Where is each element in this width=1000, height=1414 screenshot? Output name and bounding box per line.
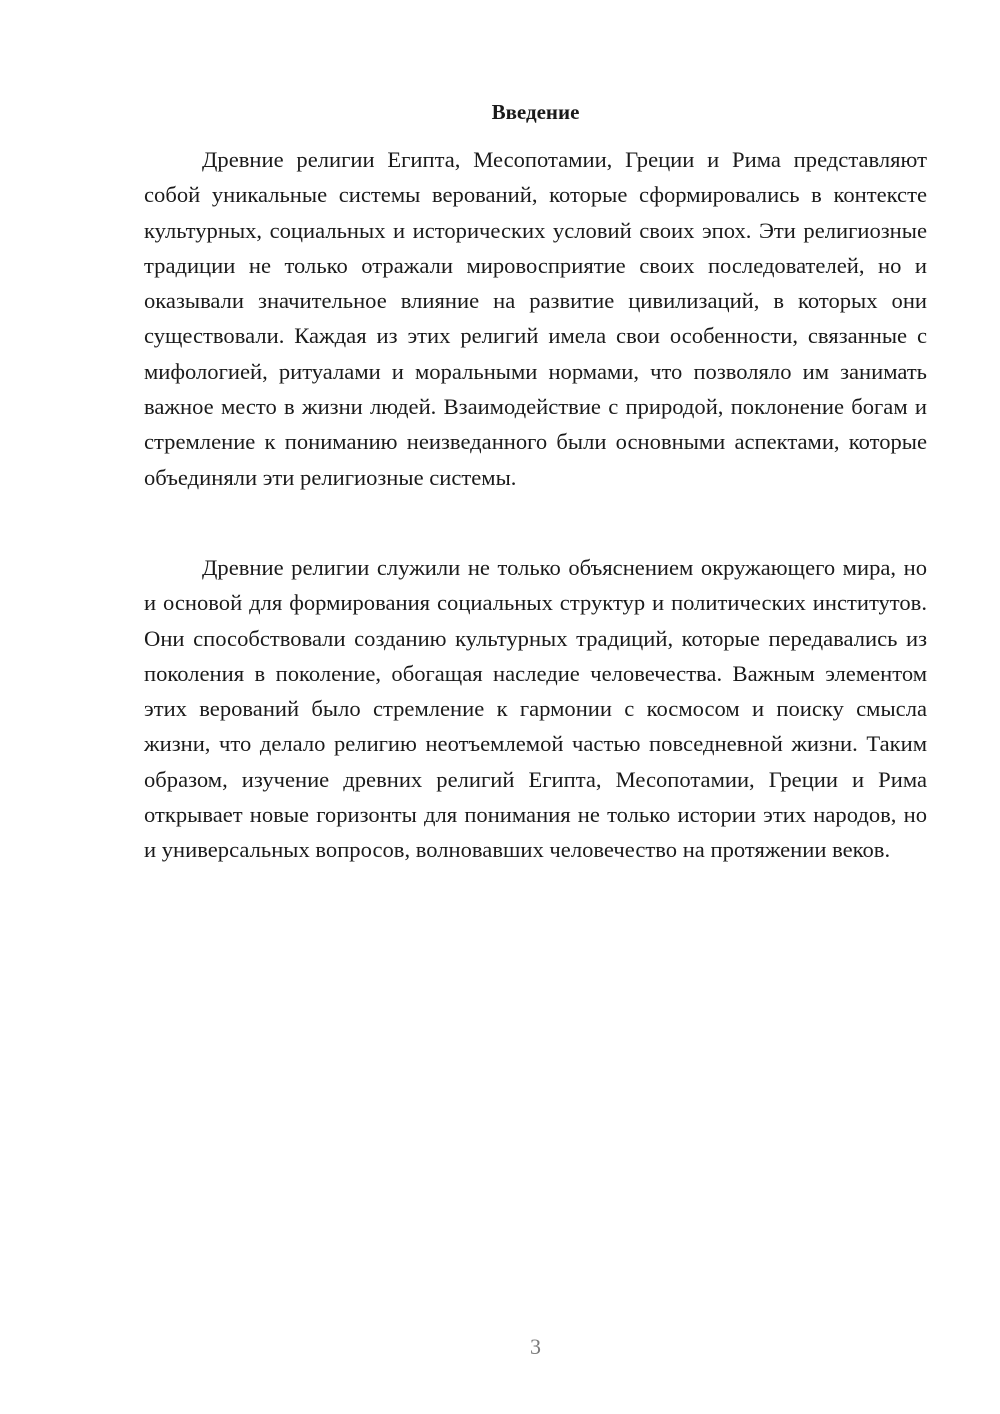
document-page (144, 0, 927, 1414)
page-number: 3 (530, 1334, 541, 1359)
section-title: Введение (491, 100, 580, 124)
paragraph-2: Древние религии служили не только объяснением окружающего мира, но и основой для формирования социальных структур и политических институтов. Они способствовали созданию культурных традиций, которые передавались из поколения в поколение, обогащая наследие человечества. Важным элементом этих верований было стремление к гармонии с космосом и поиску смысла жизни, что делало религию неотъемлемой частью повседневной жизни. Таким образом, изучение древних религий Египта, Месопотамии, Греции и Рима открывает новые горизонты для понимания не только истории этих народов, но и универсальных вопросов, волновавших человечество на протяжении веков. (144, 555, 927, 863)
paragraph-1: Древние религии Египта, Месопотамии, Греции и Рима представляют собой уникальные системы верований, которые сформировались в контексте культурных, социальных и исторических условий своих эпох. Эти религиозные традиции не только отражали мировосприятие своих последователей, но и оказывали значительное влияние на развитие цивилизаций, в которых они существовали. Каждая из этих религий имела свои особенности, связанные с мифологией, ритуалами и моральными нормами, что позволяло им занимать важное место в жизни людей. Взаимодействие с природой, поклонение богам и стремление к пониманию неизведанного были основными аспектами, которые объединяли эти религиозные системы. (144, 147, 927, 490)
